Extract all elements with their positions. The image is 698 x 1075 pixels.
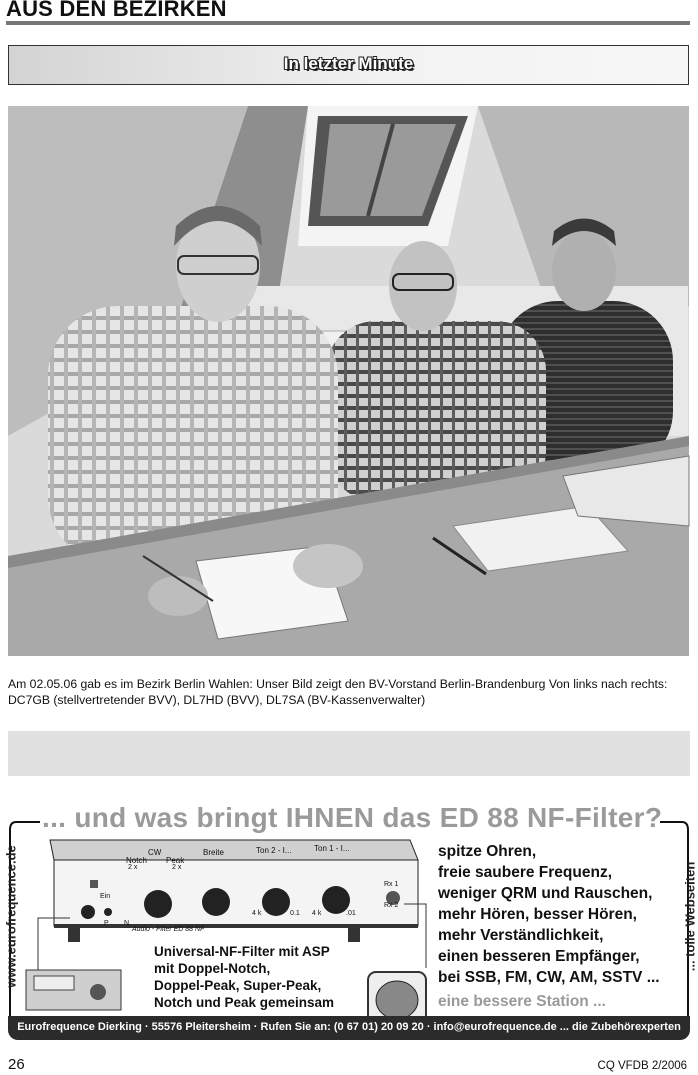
switch-label-n: N [124, 920, 130, 927]
value-label-01-b: .01 [346, 910, 356, 917]
device-model-label: Audio - Filter ED 88 NF [132, 926, 205, 933]
value-label-01-a: 0.1 [290, 910, 300, 917]
knob-label-cw: CW [148, 848, 162, 857]
photo [8, 106, 689, 656]
ad-headline: ... und was bringt IHNEN das ED 88 NF-Filter? [42, 802, 663, 833]
feature-item: mehr Verständlichkeit, [438, 927, 604, 944]
value-label-4k-a: 4 k [252, 910, 262, 917]
section-banner [8, 45, 689, 85]
switch-label-ein: Ein [100, 893, 111, 900]
feature-item-highlight: eine bessere Station ... [438, 993, 606, 1010]
photo-illustration [8, 106, 689, 656]
value-label-2x-a: 2 x [128, 864, 138, 871]
knob-label-notch: Notch [126, 856, 147, 865]
knob-label-ton1: Ton 1 - I... [314, 844, 350, 853]
banner-title: In letzter Minute [283, 54, 414, 73]
feature-item: bei SSB, FM, CW, AM, SSTV ... [438, 969, 660, 986]
feature-item: spitze Ohren, [438, 843, 537, 860]
description-line: mit Doppel-Notch, [154, 961, 271, 976]
gray-box [8, 731, 690, 776]
ad-slogan-vertical: ... tolle Webseiten [682, 861, 698, 972]
knob-label-peak: Peak [166, 856, 185, 865]
section-title: AUS DEN BEZIRKEN [6, 0, 227, 21]
port-label-rx1: Rx 1 [384, 881, 399, 888]
ad-footer-bar [8, 1016, 690, 1040]
ad-website-vertical: www.eurofrequence.de [3, 845, 19, 988]
description-line: Universal-NF-Filter mit ASP [154, 944, 330, 959]
issue-label: CQ VFDB 2/2006 [597, 1060, 687, 1072]
port-label-rx2: Rx 2 [384, 902, 399, 909]
knob-label-breite: Breite [203, 848, 224, 857]
description-line: Doppel-Peak, Super-Peak, [154, 978, 322, 993]
page-number: 26 [8, 1056, 25, 1073]
feature-item: freie saubere Frequenz, [438, 864, 613, 881]
feature-item: mehr Hören, besser Hören, [438, 906, 637, 923]
ad-footer-text: Eurofrequence Dierking · 55576 Pleitersheim · Rufen Sie an: (0 67 01) 20 09 20 · info@eurofrequence.de ... die Zubehörexperten [17, 1021, 681, 1033]
knob-label-ton2: Ton 2 - I... [256, 846, 292, 855]
value-label-2x-b: 2 x [172, 864, 182, 871]
value-label-4k-b: 4 k [312, 910, 322, 917]
photo-caption: Am 02.05.06 gab es im Bezirk Berlin Wahlen: Unser Bild zeigt den BV-Vorstand Berlin-Brandenburg Von links nach rechts: DC7GB (stellvertretender BVV), DL7HD (BVV), DL7SA (BV-Kassenverwalter) [8, 677, 668, 707]
description-line: Notch und Peak gemeinsam [154, 995, 335, 1010]
header-rule [6, 21, 690, 25]
feature-item: einen besseren Empfänger, [438, 948, 640, 965]
switch-label-p: P [104, 920, 109, 927]
feature-item: weniger QRM und Rauschen, [438, 885, 653, 902]
